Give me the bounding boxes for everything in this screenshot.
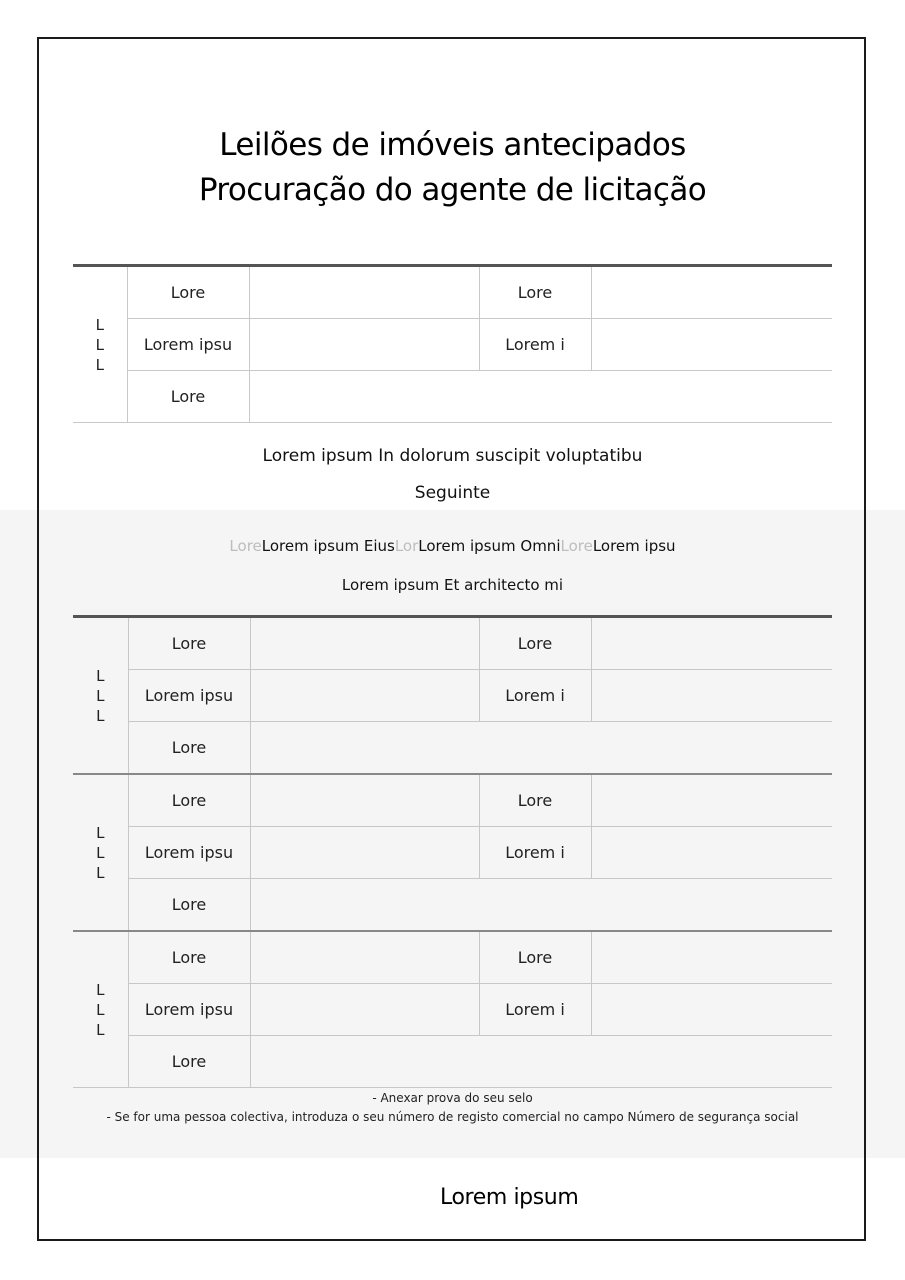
field-label: Lorem ipsu (128, 670, 250, 722)
field-label: Lorem i (479, 319, 591, 371)
field-input[interactable] (250, 931, 479, 984)
field-label: Lore (128, 931, 250, 984)
field-input[interactable] (249, 371, 832, 423)
note-legal-person: - Se for uma pessoa colectiva, introduza o seu número de registo comercial no campo Número de segurança social (106, 1110, 799, 1124)
field-label: Lorem ipsu (128, 984, 250, 1036)
field-input[interactable] (591, 774, 832, 827)
field-label: Lore (479, 774, 591, 827)
field-label: Lorem i (479, 670, 591, 722)
field-input[interactable] (250, 879, 832, 932)
field-input[interactable] (250, 722, 832, 775)
field-label: Lore (127, 371, 249, 423)
field-label: Lore (128, 1036, 250, 1088)
agent-table (73, 615, 832, 1088)
field-input[interactable] (591, 670, 832, 722)
title-line-2: Procuração do agente de licitação (198, 172, 707, 208)
agent-side-label: L L L (73, 931, 128, 1088)
field-label: Lore (479, 931, 591, 984)
footer-signature-label: Lorem ipsum (440, 1185, 579, 1210)
subheading: Lorem ipsum Et architecto mi (341, 576, 564, 594)
field-label: Lore (479, 617, 591, 670)
field-input[interactable] (250, 984, 479, 1036)
bidder-table (73, 264, 832, 423)
field-input[interactable] (250, 1036, 832, 1088)
note-seal: - Anexar prova do seu selo (372, 1091, 533, 1105)
field-input[interactable] (591, 827, 832, 879)
field-input[interactable] (591, 931, 832, 984)
statement-text: Lorem ipsum In dolorum suscipit voluptatibu (262, 446, 643, 466)
agent-side-label: L L L (73, 617, 128, 775)
field-input[interactable] (250, 617, 479, 670)
field-label: Lorem i (479, 827, 591, 879)
field-input[interactable] (249, 319, 479, 371)
field-input[interactable] (249, 266, 479, 319)
field-label: Lore (479, 266, 591, 319)
field-label: Lorem i (479, 984, 591, 1036)
bidder-side-label: L L L (73, 266, 127, 423)
agent-side-label: L L L (73, 774, 128, 931)
field-label: Lore (128, 722, 250, 775)
field-input[interactable] (250, 827, 479, 879)
field-label: Lore (127, 266, 249, 319)
field-input[interactable] (591, 617, 832, 670)
field-label: Lore (128, 617, 250, 670)
field-label: Lorem ipsu (128, 827, 250, 879)
signature-row: LoreLorem ipsum EiusLorLorem ipsum OmniLoreLorem ipsu (229, 537, 676, 555)
title-line-1: Leilões de imóveis antecipados (219, 127, 686, 163)
field-input[interactable] (591, 266, 832, 319)
field-input[interactable] (250, 774, 479, 827)
field-label: Lore (128, 879, 250, 932)
field-label: Lore (128, 774, 250, 827)
following-text: Seguinte (414, 483, 491, 503)
field-input[interactable] (250, 670, 479, 722)
field-input[interactable] (591, 319, 832, 371)
field-input[interactable] (591, 984, 832, 1036)
field-label: Lorem ipsu (127, 319, 249, 371)
